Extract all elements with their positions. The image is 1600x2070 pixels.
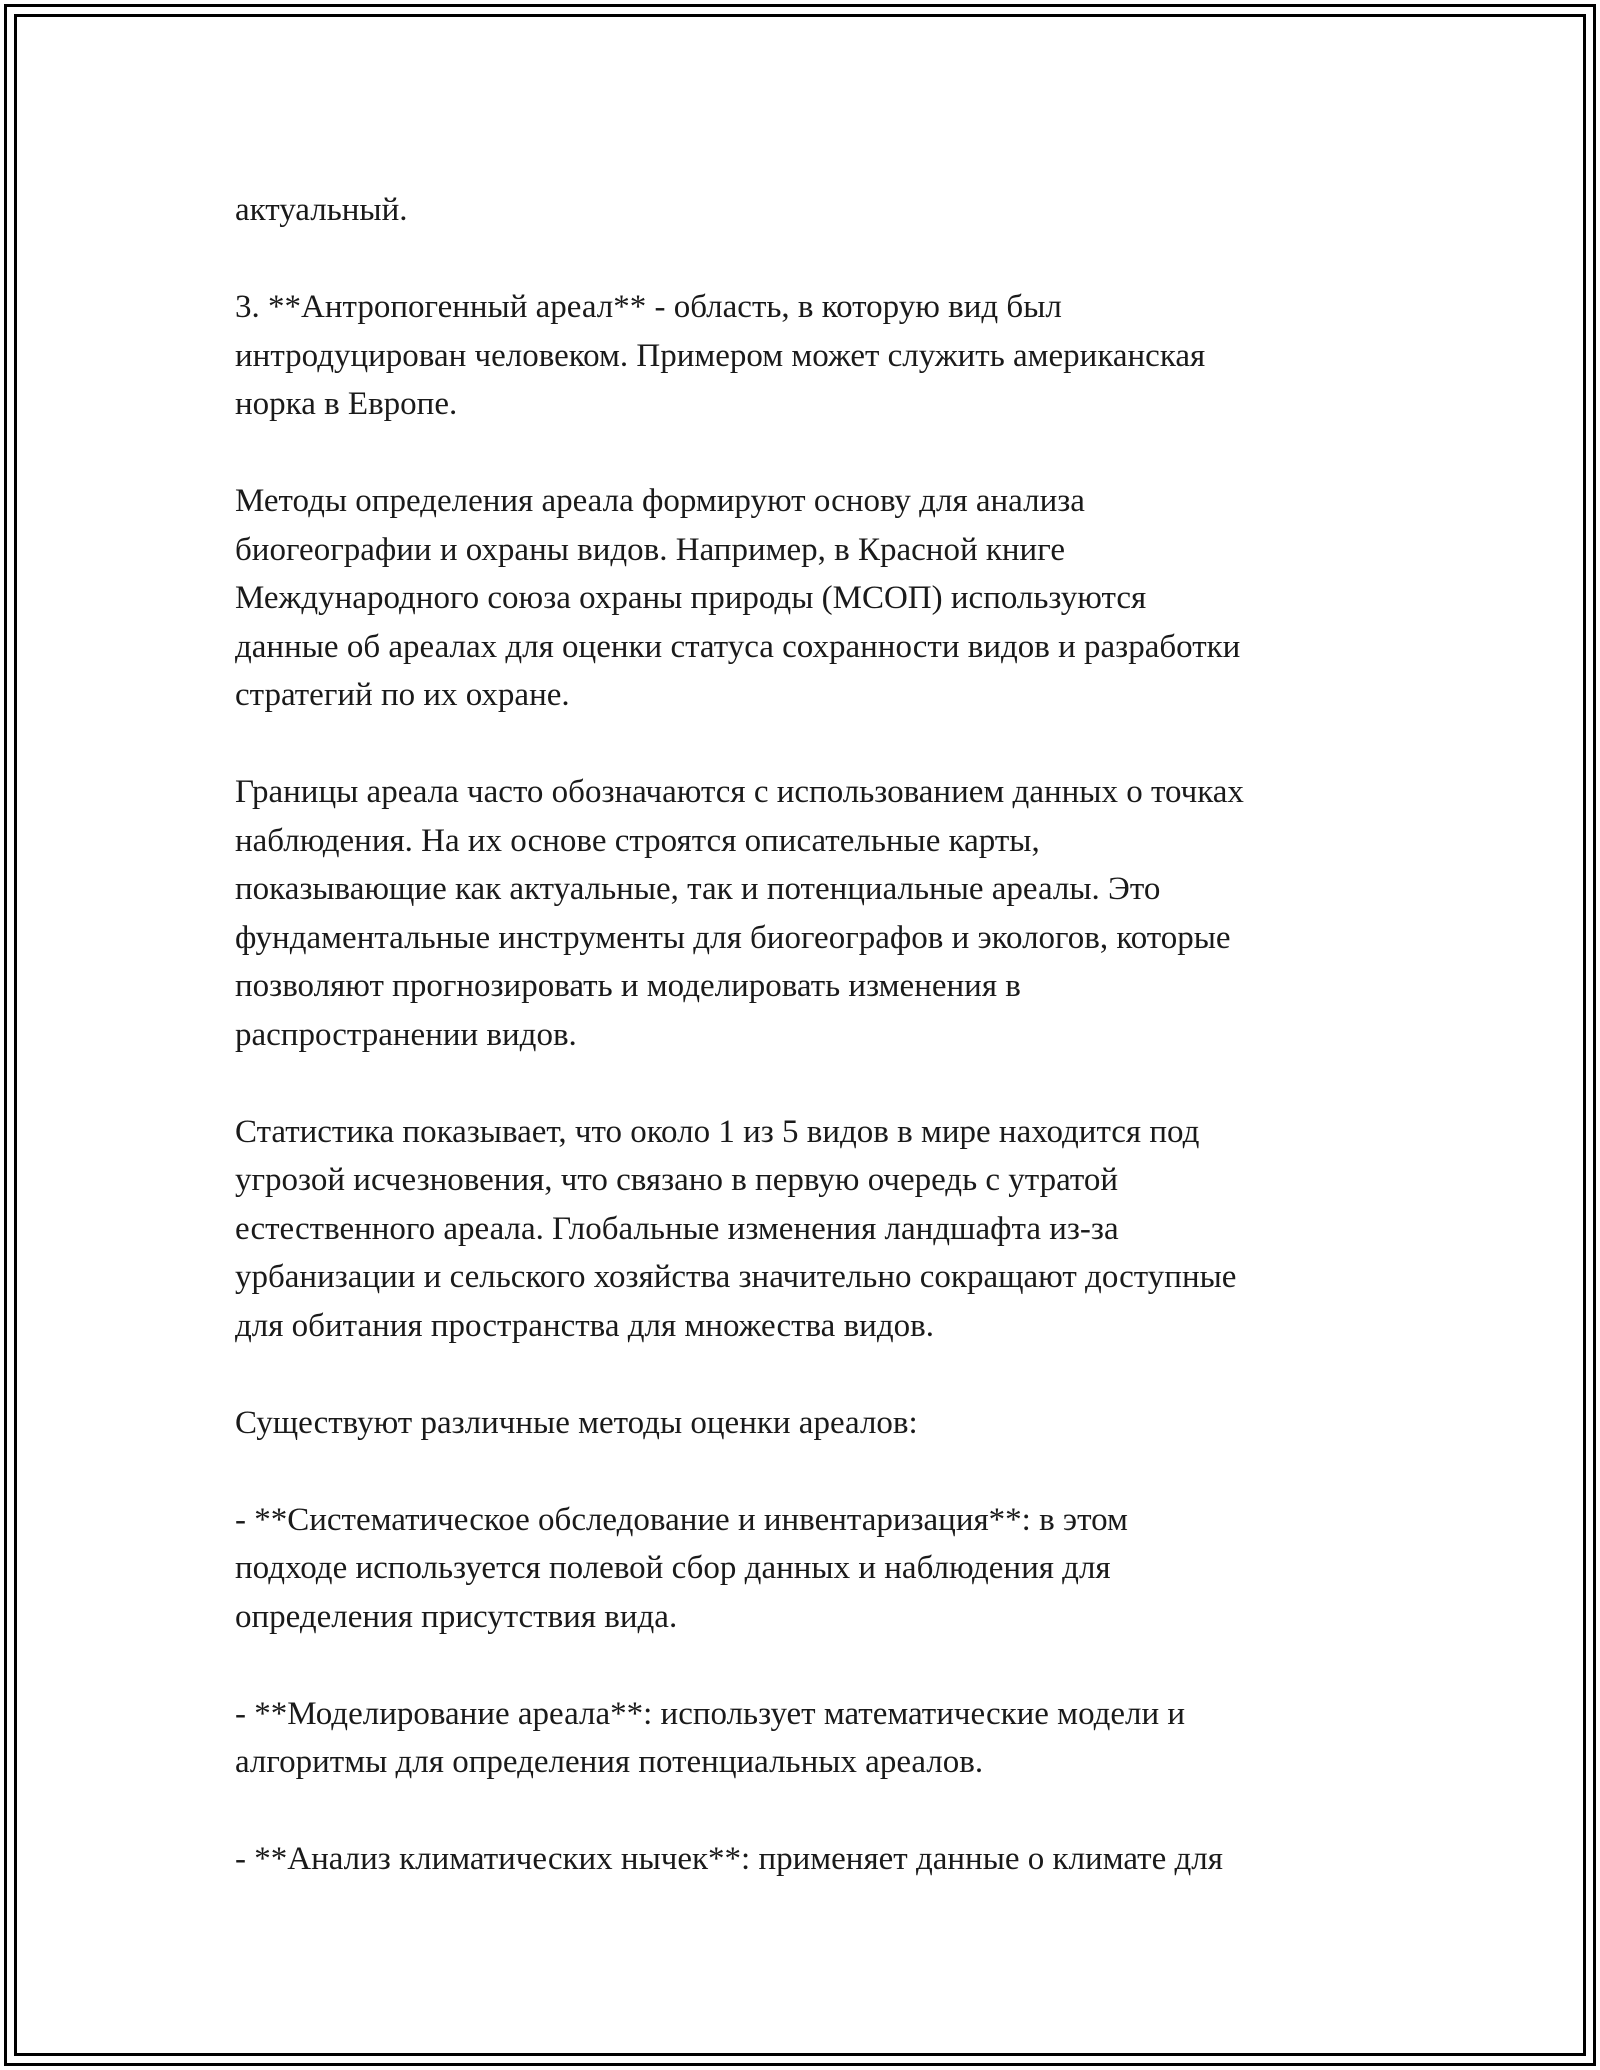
list-item-systematic-survey: - **Систематическое обследование и инвентаризация**: в этом подходе используется полевой сбор данных и наблюдения для определения присутствия вида. — [235, 1501, 1128, 1635]
list-item-climate-niche: - **Анализ климатических нычек**: применяет данные о климате для — [235, 1841, 1223, 1877]
paragraph-statistics: Статистика показывает, что около 1 из 5 видов в мире находится под угрозой исчезновения, что связано в первую очередь с утратой естественного ареала. Глобальные изменения ландшафта из-за урбанизации и сельского хозяйства значительно сокращают доступные для обитания пространства для множества видов. — [235, 1113, 1237, 1344]
paragraph-range-boundaries: Границы ареала часто обозначаются с использованием данных о точках наблюдения. На их основе строятся описательные карты, показывающие как актуальные, так и потенциальные ареалы. Это фундаментальные инструменты для биогеографов и экологов, которые позволяют прогнозировать и моделировать изменения в распространении видов. — [235, 774, 1244, 1053]
document-body — [235, 186, 1385, 1932]
paragraph-anthropogenic-range: 3. **Антропогенный ареал** - область, в которую вид был интродуцирован человеком. Примером может служить американская норка в Европе. — [235, 289, 1206, 422]
list-item-range-modeling: - **Моделирование ареала**: использует математические модели и алгоритмы для определения потенциальных ареалов. — [235, 1695, 1186, 1780]
paragraph-methods-intro: Существуют различные методы оценки ареалов: — [235, 1404, 918, 1441]
paragraph-range-methods: Методы определения ареала формируют основу для анализа биогеографии и охраны видов. Например, в Красной книге Международного союза охраны природы (МСОП) используются данные об ареалах для оценки статуса сохранности видов и разработки стратегий по их охране. — [235, 483, 1241, 713]
paragraph-continuation: актуальный. — [235, 192, 408, 228]
